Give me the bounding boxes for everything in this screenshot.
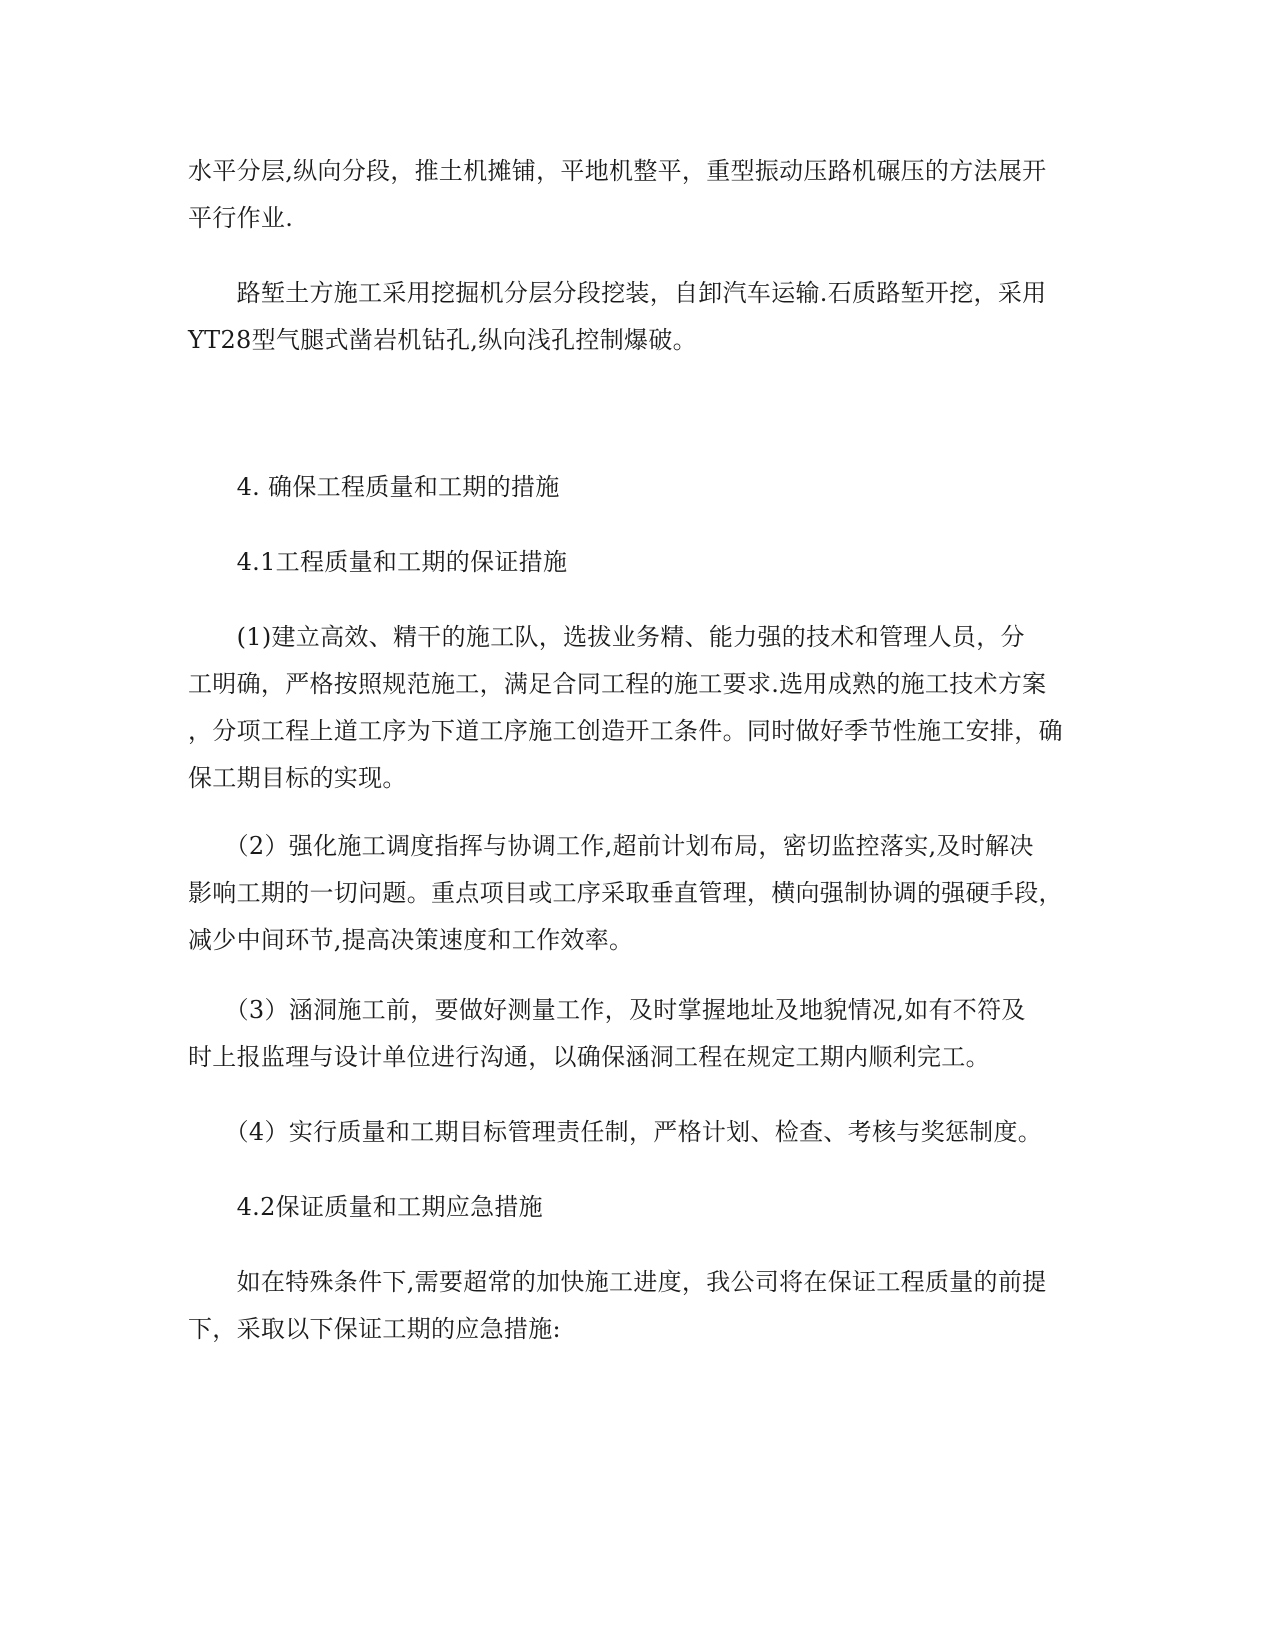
text-line: 影响工期的一切问题。重点项目或工序采取垂直管理，横向强制协调的强硬手段， — [188, 879, 1063, 907]
text-line: 水平分层,纵向分段，推土机摊铺，平地机整平，重型振动压路机碾压的方法展开 — [188, 157, 1047, 185]
text-line: （2）强化施工调度指挥与协调工作,超前计划布局，密切监控落实,及时解决 — [188, 832, 1034, 860]
text-line: (1)建立高效、精干的施工队，选拔业务精、能力强的技术和管理人员，分 — [188, 623, 1025, 651]
paragraph-cutting-excavation — [188, 270, 1088, 364]
text-line: 时上报监理与设计单位进行沟通，以确保涵洞工程在规定工期内顺利完工。 — [188, 1043, 990, 1071]
text-line: 路堑土方施工采用挖掘机分层分段挖装，自卸汽车运输.石质路堑开挖，采用 — [188, 279, 1047, 307]
paragraph-measure-3 — [188, 987, 1088, 1081]
text-line: 如在特殊条件下,需要超常的加快施工进度，我公司将在保证工程质量的前提 — [188, 1268, 1047, 1296]
paragraph-measure-2 — [188, 823, 1088, 964]
text-line: 保工期目标的实现。 — [188, 764, 407, 792]
text-line: 工明确，严格按照规范施工，满足合同工程的施工要求.选用成熟的施工技术方案 — [188, 670, 1047, 698]
paragraph-earthwork-fill — [188, 148, 1088, 242]
heading-text: 4.1工程质量和工期的保证措施 — [188, 548, 568, 576]
paragraph-measure-1 — [188, 614, 1088, 802]
text-line: （4）实行质量和工期目标管理责任制，严格计划、检查、考核与奖惩制度。 — [188, 1118, 1043, 1146]
subsection-heading-4-2 — [188, 1184, 1088, 1231]
text-line: ，分项工程上道工序为下道工序施工创造开工条件。同时做好季节性施工安排，确 — [188, 717, 1063, 745]
section-heading-4 — [188, 464, 1088, 511]
text-line: YT28型气腿式凿岩机钻孔,纵向浅孔控制爆破。 — [188, 326, 697, 354]
text-line: 下，采取以下保证工期的应急措施: — [188, 1315, 561, 1343]
paragraph-measure-4 — [188, 1109, 1088, 1156]
paragraph-emergency — [188, 1259, 1088, 1353]
text-line: 减少中间环节,提高决策速度和工作效率。 — [188, 926, 634, 954]
heading-text: 4.2保证质量和工期应急措施 — [188, 1193, 543, 1221]
subsection-heading-4-1 — [188, 539, 1088, 586]
text-line: 平行作业. — [188, 204, 294, 232]
heading-text: 4. 确保工程质量和工期的措施 — [188, 473, 560, 501]
text-line: （3）涵洞施工前，要做好测量工作，及时掌握地址及地貌情况,如有不符及 — [188, 996, 1026, 1024]
